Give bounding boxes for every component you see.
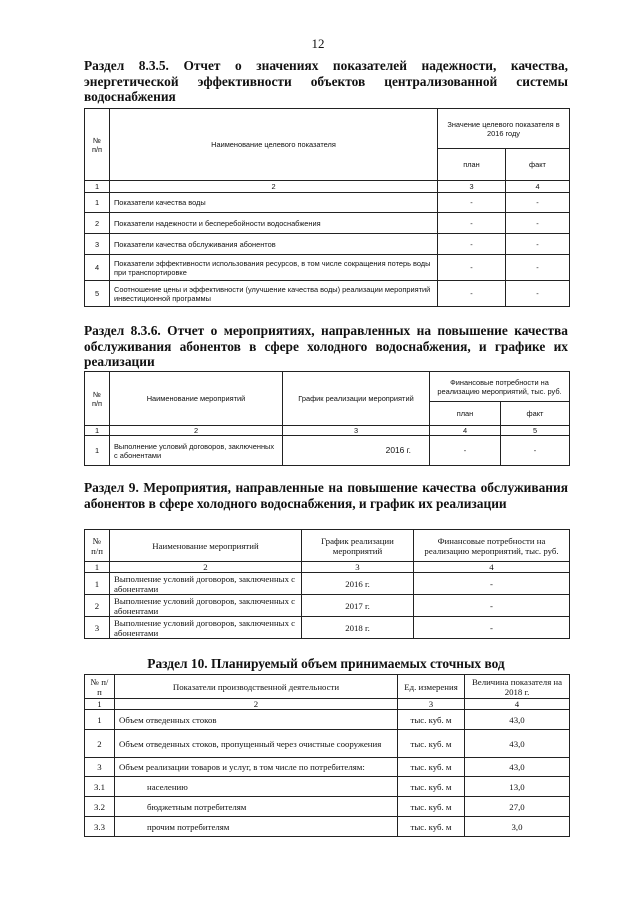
row-finance: - xyxy=(414,573,570,595)
numbering-cell: 5 xyxy=(501,426,570,436)
row-no: 1 xyxy=(85,573,110,595)
row-no: 3.3 xyxy=(85,817,115,837)
col-fact-header: факт xyxy=(501,402,570,426)
table-row xyxy=(85,436,570,466)
section-836-heading: Раздел 8.3.6. Отчет о мероприятиях, направленных на повышение качества обслуживания абонентов в сфере холодного водоснабжения, и графике их реализации xyxy=(84,323,568,369)
row-value: 43,0 xyxy=(465,758,570,777)
row-plan: - xyxy=(438,234,506,255)
row-no: 3.1 xyxy=(85,777,115,797)
col-no-header: № п/п xyxy=(85,109,110,181)
row-schedule: 2017 г. xyxy=(302,595,414,617)
row-no: 3 xyxy=(85,234,110,255)
row-name: населению xyxy=(115,777,398,797)
row-no: 1 xyxy=(85,193,110,213)
table-row xyxy=(85,234,570,255)
numbering-cell: 2 xyxy=(110,181,438,193)
numbering-cell: 2 xyxy=(110,426,283,436)
table-row xyxy=(85,758,570,777)
numbering-cell: 3 xyxy=(283,426,430,436)
numbering-cell: 4 xyxy=(430,426,501,436)
col-finance-header: Финансовые потребности на реализацию мероприятий, тыс. руб. xyxy=(414,530,570,562)
numbering-cell: 2 xyxy=(110,562,302,573)
numbering-cell: 4 xyxy=(465,699,570,710)
table-row xyxy=(85,817,570,837)
row-plan: - xyxy=(438,193,506,213)
section-9-table xyxy=(84,529,570,639)
row-name: прочим потребителям xyxy=(115,817,398,837)
row-unit: тыс. куб. м xyxy=(398,710,465,730)
col-plan-header: план xyxy=(430,402,501,426)
row-finance: - xyxy=(414,595,570,617)
col-schedule-header: График реализации мероприятий xyxy=(302,530,414,562)
table-row xyxy=(85,797,570,817)
table-row xyxy=(85,595,570,617)
numbering-cell: 3 xyxy=(302,562,414,573)
col-no-header: № п/п xyxy=(85,372,110,426)
row-unit: тыс. куб. м xyxy=(398,777,465,797)
numbering-cell: 1 xyxy=(85,699,115,710)
col-name-header: Наименование мероприятий xyxy=(110,530,302,562)
section-10-table xyxy=(84,674,570,837)
row-unit: тыс. куб. м xyxy=(398,797,465,817)
col-name-header: Наименование целевого показателя xyxy=(110,109,438,181)
row-schedule: 2016 г. xyxy=(283,436,430,466)
table-row xyxy=(85,193,570,213)
col-value-header: Значение целевого показателя в 2016 году xyxy=(438,109,570,149)
row-name: Показатели эффективности использования ресурсов, в том числе сокращения потерь воды при транспортировке xyxy=(110,255,438,281)
numbering-cell: 1 xyxy=(85,181,110,193)
row-unit: тыс. куб. м xyxy=(398,758,465,777)
col-finance-header: Финансовые потребности на реализацию мероприятий, тыс. руб. xyxy=(430,372,570,402)
row-fact: - xyxy=(506,255,570,281)
col-unit-header: Ед. измерения xyxy=(398,675,465,699)
numbering-cell: 1 xyxy=(85,562,110,573)
row-name: Соотношение цены и эффективности (улучшение качества воды) реализации мероприятий инвестиционной программы xyxy=(110,281,438,307)
row-value: 43,0 xyxy=(465,710,570,730)
row-schedule: 2016 г. xyxy=(302,573,414,595)
col-plan-header: план xyxy=(438,149,506,181)
numbering-cell: 3 xyxy=(398,699,465,710)
row-value: 27,0 xyxy=(465,797,570,817)
col-no-header: № п/п xyxy=(85,530,110,562)
row-finance: - xyxy=(414,617,570,639)
page-number: 12 xyxy=(311,36,325,51)
row-no: 2 xyxy=(85,213,110,234)
table-row xyxy=(85,710,570,730)
row-value: 3,0 xyxy=(465,817,570,837)
row-value: 13,0 xyxy=(465,777,570,797)
row-no: 4 xyxy=(85,255,110,281)
table-row xyxy=(85,573,570,595)
row-no: 3.2 xyxy=(85,797,115,817)
table-row xyxy=(85,617,570,639)
row-plan: - xyxy=(430,436,501,466)
row-schedule: 2018 г. xyxy=(302,617,414,639)
table-row xyxy=(85,281,570,307)
row-plan: - xyxy=(438,255,506,281)
row-no: 1 xyxy=(85,436,110,466)
row-name: Выполнение условий договоров, заключенных с абонентами xyxy=(110,595,302,617)
col-schedule-header: График реализации мероприятий xyxy=(283,372,430,426)
row-name: Объем реализации товаров и услуг, в том числе по потребителям: xyxy=(115,758,398,777)
row-unit: тыс. куб. м xyxy=(398,817,465,837)
table-row xyxy=(85,730,570,758)
row-name: Выполнение условий договоров, заключенных с абонентами xyxy=(110,617,302,639)
section-9-heading: Раздел 9. Мероприятия, направленные на повышение качества обслуживания абонентов в сфере холодного водоснабжения, и график их реализации xyxy=(84,480,568,511)
table-row xyxy=(85,213,570,234)
row-name: Объем отведенных стоков, пропущенный через очистные сооружения xyxy=(115,730,398,758)
numbering-cell: 4 xyxy=(506,181,570,193)
section-835-table xyxy=(84,108,570,307)
numbering-cell: 1 xyxy=(85,426,110,436)
row-value: 43,0 xyxy=(465,730,570,758)
row-plan: - xyxy=(438,213,506,234)
row-no: 2 xyxy=(85,595,110,617)
row-name: бюджетным потребителям xyxy=(115,797,398,817)
table-row xyxy=(85,777,570,797)
row-plan: - xyxy=(438,281,506,307)
row-fact: - xyxy=(506,234,570,255)
numbering-cell: 4 xyxy=(414,562,570,573)
section-10-heading: Раздел 10. Планируемый объем принимаемых сточных вод xyxy=(147,656,505,671)
col-fact-header: факт xyxy=(506,149,570,181)
row-fact: - xyxy=(501,436,570,466)
section-836-table xyxy=(84,371,570,466)
row-fact: - xyxy=(506,281,570,307)
row-name: Показатели надежности и бесперебойности водоснабжения xyxy=(110,213,438,234)
row-fact: - xyxy=(506,193,570,213)
row-no: 2 xyxy=(85,730,115,758)
numbering-cell: 2 xyxy=(115,699,398,710)
row-name: Выполнение условий договоров, заключенных с абонентами xyxy=(110,573,302,595)
row-name: Объем отведенных стоков xyxy=(115,710,398,730)
row-name: Показатели качества обслуживания абонентов xyxy=(110,234,438,255)
row-unit: тыс. куб. м xyxy=(398,730,465,758)
col-no-header: № п/п xyxy=(85,675,115,699)
row-no: 3 xyxy=(85,758,115,777)
row-no: 1 xyxy=(85,710,115,730)
col-value-header: Величина показателя на 2018 г. xyxy=(465,675,570,699)
table-row xyxy=(85,255,570,281)
col-name-header: Показатели производственной деятельности xyxy=(115,675,398,699)
row-name: Выполнение условий договоров, заключенных с абонентами xyxy=(110,436,283,466)
row-no: 3 xyxy=(85,617,110,639)
row-fact: - xyxy=(506,213,570,234)
section-835-heading: Раздел 8.3.5. Отчет о значениях показателей надежности, качества, энергетической эффективности объектов централизованной системы водоснабжения xyxy=(84,58,568,104)
row-no: 5 xyxy=(85,281,110,307)
numbering-cell: 3 xyxy=(438,181,506,193)
col-name-header: Наименование мероприятий xyxy=(110,372,283,426)
row-name: Показатели качества воды xyxy=(110,193,438,213)
